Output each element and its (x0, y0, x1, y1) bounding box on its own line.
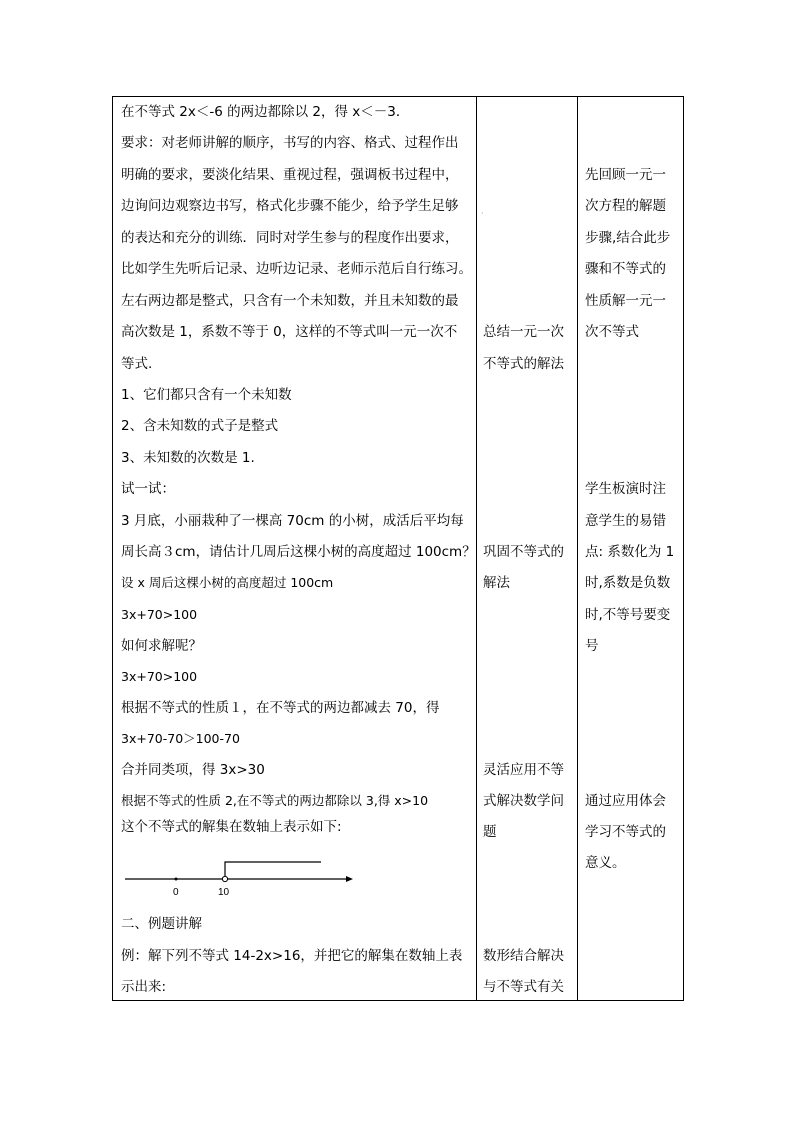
stray-dot: · (481, 209, 484, 218)
intent-text: 次方程的解题 (585, 198, 666, 214)
text-line: 这个不等式的解集在数轴上表示如下: (121, 819, 342, 835)
text-line: 在不等式 2x＜-6 的两边都除以 2，得 x＜－3． (121, 104, 410, 120)
lesson-plan-table (112, 96, 684, 1001)
goal-text: 数形结合解决 (483, 948, 564, 964)
goal-text: 式解决数学问 (483, 793, 564, 809)
text-line: 设 x 周后这棵小树的高度超过 100cm (121, 575, 334, 590)
intent-text: 学习不等式的 (585, 824, 666, 840)
intent-text: 步骤,结合此步 (585, 230, 671, 246)
text-line: 的表达和充分的训练．同时对学生参与的程度作出要求， (121, 230, 459, 246)
goal-text: 与不等式有关 (483, 979, 564, 995)
text-line: 3 月底，小丽栽种了一棵高 70cm 的小树，成活后平均每 (121, 513, 464, 529)
label-ten: 10 (218, 887, 230, 898)
text-line: 等式. (121, 356, 153, 372)
intent-text: 点: 系数化为 1 (585, 544, 675, 560)
number-line-diagram (121, 849, 361, 899)
design-intent-column (578, 97, 684, 1001)
teaching-goal-column (477, 97, 578, 1001)
text-line: 左右两边都是整式，只含有一个未知数，并且未知数的最 (121, 293, 459, 309)
text-line: 3x+70>100 (121, 607, 198, 622)
intent-text: 时,系数是负数 (585, 575, 671, 591)
goal-text: 题 (483, 824, 497, 840)
label-zero: 0 (173, 887, 179, 898)
intent-text: 意义。 (585, 855, 626, 871)
goal-text: 巩固不等式的 (483, 544, 564, 560)
text-line: 明确的要求，要淡化结果、重视过程，强调板书过程中， (121, 167, 459, 183)
text-line: 高次数是 1，系数不等于 0，这样的不等式叫一元一次不 (121, 324, 458, 340)
section-heading: 二、例题讲解 (121, 916, 202, 932)
text-line: 周长高３cm，请估计几周后这棵小树的高度超过 100cm？ (121, 544, 476, 560)
text-line: 根据不等式的性质１，在不等式的两边都减去 70，得 (121, 700, 440, 716)
text-line: 根据不等式的性质 2,在不等式的两边都除以 3,得 x>10 (121, 793, 429, 808)
intent-text: 号 (585, 638, 599, 654)
intent-text: 意学生的易错 (585, 513, 666, 529)
text-line: 要求：对老师讲解的顺序，书写的内容、格式、过程作出 (121, 135, 459, 151)
text-line: 1、它们都只含有一个未知数 (121, 387, 292, 403)
teaching-content-column (113, 97, 477, 1001)
intent-text: 骤和不等式的 (585, 261, 666, 277)
text-line: 如何求解呢？ (121, 638, 202, 654)
text-line: 试一试： (121, 481, 175, 497)
intent-text: 先回顾一元一 (585, 167, 666, 183)
text-line: 3、未知数的次数是 1. (121, 450, 255, 466)
text-line: 示出来: (121, 979, 167, 995)
text-line: 边询问边观察边书写，格式化步骤不能少，给予学生足够 (121, 198, 459, 214)
text-line: 合并同类项，得 3x>30 (121, 762, 265, 778)
open-circle-ten (222, 876, 227, 881)
solution-ray (225, 862, 321, 876)
text-line: 3x+70-70＞100-70 (121, 731, 240, 746)
intent-text: 性质解一元一 (585, 293, 666, 309)
goal-text: 灵活应用不等 (483, 762, 564, 778)
axis-arrow-icon (346, 876, 353, 882)
zero-point-mark (175, 878, 178, 881)
intent-text: 次不等式 (585, 324, 639, 340)
intent-text: 时,不等号要变 (585, 607, 671, 623)
text-line: 比如学生先听后记录、边听边记录、老师示范后自行练习。 (121, 261, 472, 277)
intent-text: 学生板演时注 (585, 481, 666, 497)
text-line: 例：解下列不等式 14-2x>16，并把它的解集在数轴上表 (121, 948, 463, 964)
goal-text: 解法 (483, 575, 510, 591)
intent-text: 通过应用体会 (585, 793, 666, 809)
goal-text: 总结一元一次 (483, 324, 564, 340)
text-line: 3x+70>100 (121, 669, 198, 684)
goal-text: 不等式的解法 (483, 356, 564, 372)
text-line: 2、含未知数的式子是整式 (121, 418, 279, 434)
